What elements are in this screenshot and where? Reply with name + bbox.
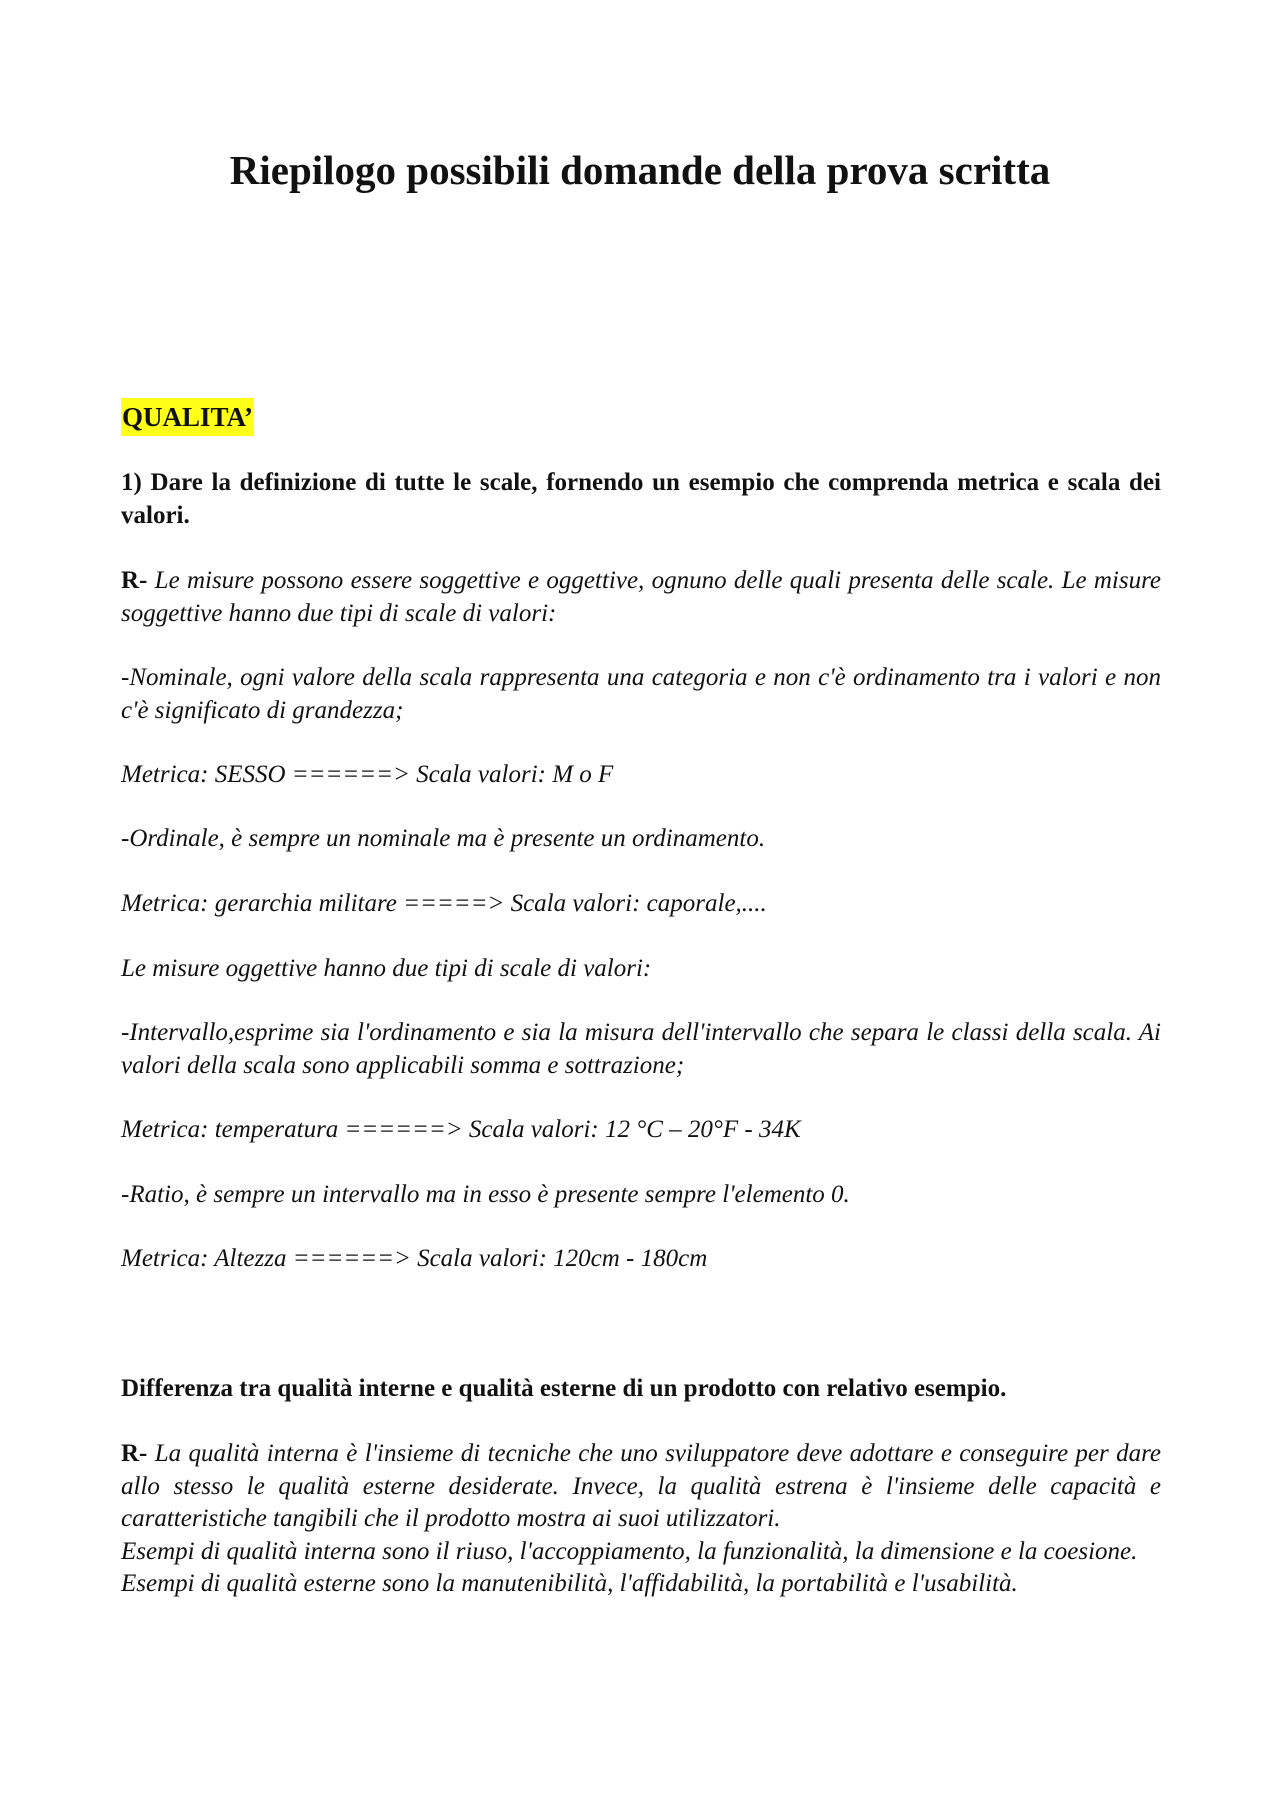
example-ordinale: Metrica: gerarchia militare =====> Scala valori: caporale,.... [121, 890, 767, 917]
answer-1-intro [121, 565, 1161, 630]
scale-ratio: -Ratio, è sempre un intervallo ma in esso è presente sempre l'elemento 0. [121, 1181, 850, 1208]
section-heading-highlighted: QUALITA’ [121, 398, 254, 436]
answer-2-paragraph [121, 1438, 1161, 1536]
answer-marker: R- [121, 567, 148, 594]
example-nominale: Metrica: SESSO ======> Scala valori: M o F [121, 761, 614, 788]
scale-nominale: -Nominale, ogni valore della scala rappresenta una categoria e non c'è ordinamento tra i valori e non c'è significato di grandezza; [121, 664, 1161, 724]
answer-2-text: La qualità interna è l'insieme di tecniche che uno sviluppatore deve adottare e conseguire per dare allo stesso le qualità esterne desiderate. Invece, la qualità estrena è l'insieme delle capacità e caratteristiche tangibili che il prodotto mostra ai suoi utilizzatori. [121, 1440, 1161, 1532]
scale-intervallo: -Intervallo,esprime sia l'ordinamento e sia la misura dell'intervallo che separa le classi della scala. Ai valori della scala sono applicabili somma e sottrazione; [121, 1019, 1161, 1079]
external-quality-examples: Esempi di qualità esterne sono la manutenibilità, l'affidabilità, la portabilità e l'usabilità. [121, 1570, 1018, 1597]
answer-1-intro-text: Le misure possono essere soggettive e oggettive, ognuno delle quali presenta delle scale. Le misure soggettive hanno due tipi di scale di valori: [121, 567, 1161, 627]
scale-ordinale: -Ordinale, è sempre un nominale ma è presente un ordinamento. [121, 825, 766, 852]
internal-quality-examples: Esempi di qualità interna sono il riuso, l'accoppiamento, la funzionalità, la dimensione e la coesione. [121, 1537, 1138, 1565]
example-ratio: Metrica: Altezza ======> Scala valori: 120cm - 180cm [121, 1245, 708, 1272]
answer-marker: R- [121, 1440, 148, 1467]
example-intervallo: Metrica: temperatura ======> Scala valori: 12 °C – 20°F - 34K [121, 1116, 801, 1143]
question-1: 1) Dare la definizione di tutte le scale, fornendo un esempio che comprenda metrica e scala dei valori. [121, 469, 1161, 529]
oggettive-intro: Le misure oggettive hanno due tipi di scale di valori: [121, 955, 652, 982]
question-2: Differenza tra qualità interne e qualità esterne di un prodotto con relativo esempio. [121, 1375, 1007, 1402]
page-title: Riepilogo possibili domande della prova scritta [229, 147, 1051, 193]
answer-2 [121, 1438, 1161, 1601]
